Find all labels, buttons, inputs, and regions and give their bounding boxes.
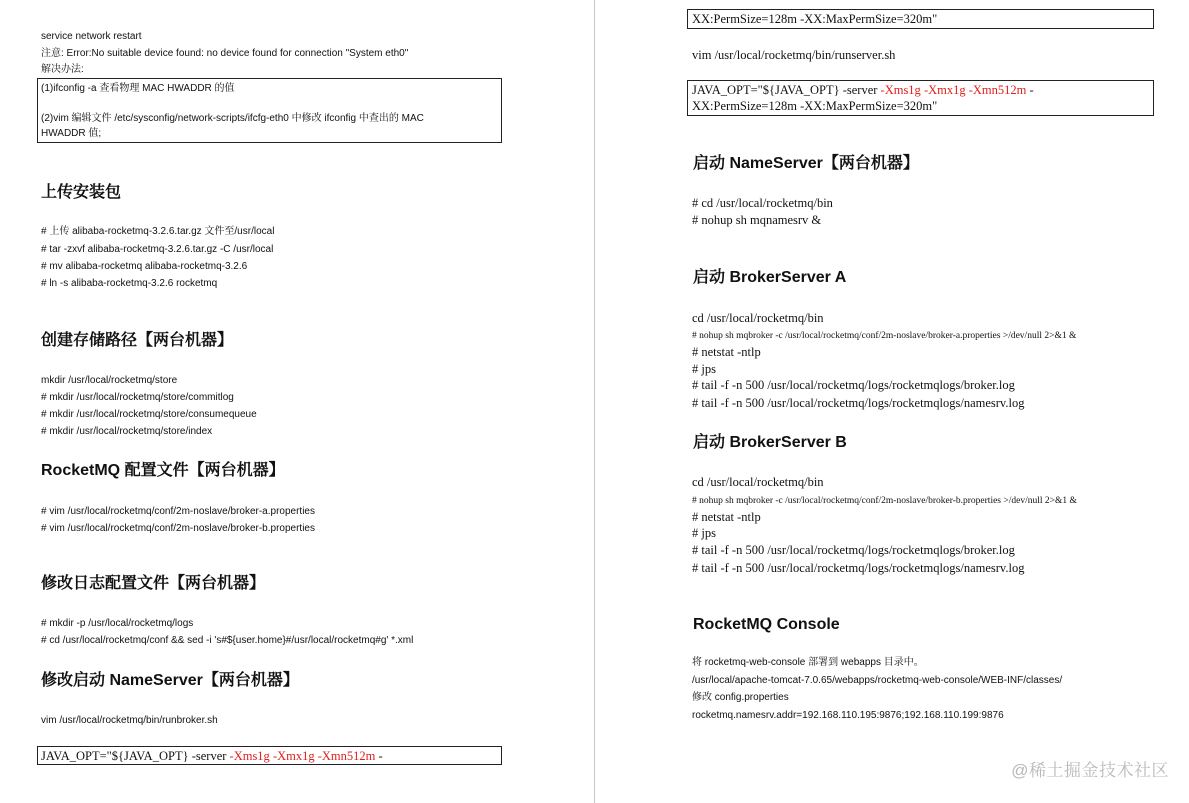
option-xmx: -Xmx1g (272, 749, 315, 763)
code-line: # mkdir -p /usr/local/rocketmq/logs (41, 618, 194, 629)
code-line: cd /usr/local/rocketmq/bin (692, 475, 824, 489)
section-heading: 启动 BrokerServer A (693, 269, 847, 286)
section-heading: 启动 NameServer【两台机器】 (693, 155, 919, 172)
section-heading: 上传安装包 (41, 184, 122, 201)
text-line: service network restart (41, 31, 142, 42)
text-line: 解决办法: (41, 64, 84, 75)
text-span: JAVA_OPT="${JAVA_OPT} -server (692, 83, 881, 97)
text-line: 将 rocketmq-web-console 部署到 webapps 目录中。 (692, 657, 924, 668)
java-opt-line (692, 82, 1034, 98)
text-span: JAVA_OPT="${JAVA_OPT} -server (41, 749, 230, 763)
code-line: mkdir /usr/local/rocketmq/store (41, 375, 178, 386)
code-line: vim /usr/local/rocketmq/bin/runbroker.sh (41, 715, 218, 726)
code-line: # mkdir /usr/local/rocketmq/store/commitlog (41, 392, 234, 403)
code-line: # mkdir /usr/local/rocketmq/store/consumequeue (41, 409, 257, 420)
java-opt-box (37, 746, 502, 765)
code-line: # nohup sh mqnamesrv & (692, 213, 822, 227)
continued-box (687, 9, 1154, 29)
code-line: # nohup sh mqbroker -c /usr/local/rocketmq/conf/2m-noslave/broker-a.properties >/dev/null 2>&1 & (692, 331, 1077, 341)
code-line: # jps (692, 362, 716, 376)
section-heading: RocketMQ Console (693, 616, 840, 633)
right-page (595, 0, 1189, 803)
code-line: # tar -zxvf alibaba-rocketmq-3.2.6.tar.gz -C /usr/local (41, 244, 274, 255)
option-xms: -Xms1g (880, 83, 921, 97)
section-heading: RocketMQ 配置文件【两台机器】 (41, 462, 285, 479)
section-heading: 修改启动 NameServer【两台机器】 (41, 672, 299, 689)
text-line: XX:PermSize=128m -XX:MaxPermSize=320m" (692, 12, 938, 26)
code-line: cd /usr/local/rocketmq/bin (692, 311, 824, 325)
solution-box (37, 78, 502, 143)
code-line: # netstat -ntlp (692, 510, 761, 524)
code-line: # tail -f -n 500 /usr/local/rocketmq/logs/rocketmqlogs/namesrv.log (692, 396, 1025, 410)
code-line: # ln -s alibaba-rocketmq-3.2.6 rocketmq (41, 278, 218, 289)
code-line: # netstat -ntlp (692, 345, 761, 359)
text-line: HWADDR 值; (41, 128, 102, 139)
code-line: # 上传 alibaba-rocketmq-3.2.6.tar.gz 文件至/usr/local (41, 226, 275, 237)
code-line: # cd /usr/local/rocketmq/bin (692, 196, 833, 210)
text-line: (2)vim 编辑文件 /etc/sysconfig/network-scripts/ifcfg-eth0 中修改 ifconfig 中查出的 MAC (41, 113, 424, 124)
option-xms: -Xms1g (229, 749, 270, 763)
code-line: # mv alibaba-rocketmq alibaba-rocketmq-3.2.6 (41, 261, 248, 272)
text-line: (1)ifconfig -a 查看物理 MAC HWADDR 的值 (41, 83, 235, 94)
text-line: 注意: Error:No suitable device found: no device found for connection "System eth0" (41, 48, 409, 59)
code-line: # tail -f -n 500 /usr/local/rocketmq/logs/rocketmqlogs/broker.log (692, 378, 1015, 392)
option-xmn: -Xmn512m (317, 749, 376, 763)
section-heading: 创建存储路径【两台机器】 (41, 332, 234, 349)
code-line: # tail -f -n 500 /usr/local/rocketmq/logs/rocketmqlogs/broker.log (692, 543, 1015, 557)
code-line: vim /usr/local/rocketmq/bin/runserver.sh (692, 48, 896, 62)
text-line: XX:PermSize=128m -XX:MaxPermSize=320m" (692, 99, 938, 113)
text-span: - (375, 749, 383, 763)
text-line: 修改 config.properties (692, 692, 789, 703)
code-line: # vim /usr/local/rocketmq/conf/2m-noslave/broker-b.properties (41, 523, 315, 534)
text-line: rocketmq.namesrv.addr=192.168.110.195:9876;192.168.110.199:9876 (692, 710, 1004, 721)
text-span: - (1026, 83, 1034, 97)
java-opt-line (41, 748, 383, 764)
left-page (0, 0, 594, 803)
code-line: # mkdir /usr/local/rocketmq/store/index (41, 426, 213, 437)
code-line: # cd /usr/local/rocketmq/conf && sed -i 's#${user.home}#/usr/local/rocketmq#g' *.xml (41, 635, 414, 646)
java-opt-box (687, 80, 1154, 116)
option-xmx: -Xmx1g (923, 83, 966, 97)
section-heading: 修改日志配置文件【两台机器】 (41, 575, 266, 592)
code-line: # nohup sh mqbroker -c /usr/local/rocketmq/conf/2m-noslave/broker-b.properties >/dev/null 2>&1 & (692, 496, 1077, 506)
option-xmn: -Xmn512m (968, 83, 1027, 97)
code-line: # jps (692, 526, 716, 540)
section-heading: 启动 BrokerServer B (693, 434, 847, 451)
code-line: # vim /usr/local/rocketmq/conf/2m-noslave/broker-a.properties (41, 506, 315, 517)
text-line: /usr/local/apache-tomcat-7.0.65/webapps/rocketmq-web-console/WEB-INF/classes/ (692, 675, 1063, 686)
code-line: # tail -f -n 500 /usr/local/rocketmq/logs/rocketmqlogs/namesrv.log (692, 561, 1025, 575)
watermark: @稀土掘金技术社区 (1011, 761, 1169, 780)
